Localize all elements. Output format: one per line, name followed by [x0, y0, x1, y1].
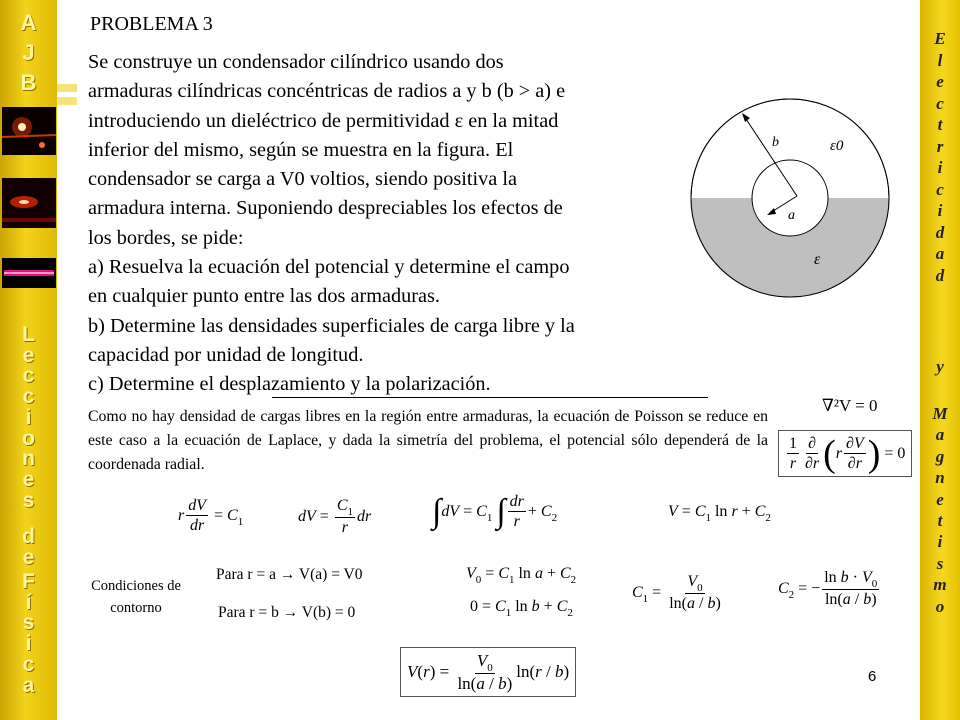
boundary-cond-2: Para r = b → V(b) = 0: [218, 604, 356, 621]
eq-step2: dV = $\frac{C_1}{r}$ dr: [298, 497, 372, 536]
left-sidebar: [0, 0, 57, 720]
label-eps0: ε0: [830, 138, 844, 154]
sidebar-word-electricidad: E l e c t r i c i d a d: [934, 29, 946, 285]
eq-c1: $C_1$ = $\frac{V_0}{\ln(a / b)}$: [632, 573, 721, 612]
statement-line: Se construye un condensador cilíndrico usando dos: [88, 51, 504, 73]
statement-line: condensador se carga a V0 voltios, siendo positiva la: [88, 168, 518, 191]
inner-armature: [752, 160, 828, 236]
boundary-label: Condiciones de contorno: [91, 578, 181, 616]
statement-line: b) Determine las densidades superficiales de carga libre y la: [88, 314, 575, 337]
statement-line: a) Resuelva la ecuación del potencial y determine el campo: [88, 256, 570, 279]
eq-step4: $V = C_1$ $\ln r + C_2$: [668, 503, 771, 524]
sidebar-word-lecciones: L e c c i o n e s: [22, 323, 35, 512]
capacitor-figure: [690, 88, 890, 310]
eq-c2: $C_2$ = − $\frac{\ln b \cdot V_0}{\ln(a / b)}$: [778, 569, 878, 608]
eq-laplace-text: ∇²V = 0: [822, 396, 878, 415]
eq-bc-2: $0 = C_1$ $\ln b + C_2$: [470, 598, 573, 619]
boundary-cond-1: Para r = a → V(a) = V0: [216, 566, 363, 583]
statement-line: introduciendo un dieléctrico de permitividad ε en la mitad: [88, 109, 559, 132]
statement-line: capacidad por unidad de longitud.: [88, 343, 364, 366]
problem-title: PROBLEMA 3: [90, 13, 213, 35]
eq-bc-1: $V_0 = C_1$ $\ln a + C_2$: [466, 565, 577, 586]
eq-result: V(r) = $\frac{V_0}{\ln(a / b)}$ ln(r / b): [400, 647, 576, 697]
photo-laser-beam: [2, 178, 56, 228]
statement-line: los bordes, se pide:: [88, 226, 244, 249]
statement-line: armaduras cilíndricas concéntricas de radios a y b (b > a) e: [88, 80, 566, 103]
decor-dash-1: [57, 84, 77, 92]
photo-spark-discharge: [2, 107, 56, 155]
sidebar-word-fisica: F í s i c a: [22, 570, 35, 697]
statement-line: armadura interna. Suponiendo despreciables los efectos de: [88, 197, 563, 220]
decor-dash-2: [57, 97, 77, 105]
photo-spectrum-line: [2, 258, 56, 288]
statement-line: inferior del mismo, según se muestra en la figura. El: [88, 138, 514, 161]
sidebar-word-magnetismo: M a g n e t i s m o: [932, 404, 948, 616]
sidebar-word-de: d e: [22, 525, 35, 569]
logo-letter-a: A: [20, 10, 37, 35]
label-a: a: [788, 208, 795, 223]
divider-line: [272, 397, 708, 398]
eq-step3: ∫ dV = $C_1$ ∫ $\frac{dr}{r}$ + $C_2$: [432, 492, 558, 530]
eq-step1: r $\frac{dV}{dr}$ = $C_1$: [178, 497, 244, 534]
page-number: 6: [868, 668, 877, 685]
explanation-paragraph: Como no hay densidad de cargas libres en la región entre armaduras, la ecuación de Poisson se reduce en este caso a la ecuación de Laplace, y dada la simetría del problema, el potencial sólo dependerá de la coordenada radial.: [88, 408, 768, 473]
eq-laplace: [822, 396, 878, 416]
logo-letter-j: J: [22, 40, 35, 65]
label-eps: ε: [814, 251, 821, 268]
problem-statement: [88, 48, 678, 400]
statement-line: en cualquier punto entre las dos armaduras.: [88, 285, 440, 308]
eq-laplace-cylindrical: $\frac{1}{r}$ $\frac{\partial}{\partial r}$ ( r $\frac{\partial V}{\partial r}$ ) = 0: [778, 430, 912, 477]
statement-line: c) Determine el desplazamiento y la polarización.: [88, 373, 491, 396]
label-b: b: [772, 135, 779, 150]
sidebar-word-y: y: [936, 357, 944, 376]
logo-letter-b: B: [20, 70, 37, 95]
